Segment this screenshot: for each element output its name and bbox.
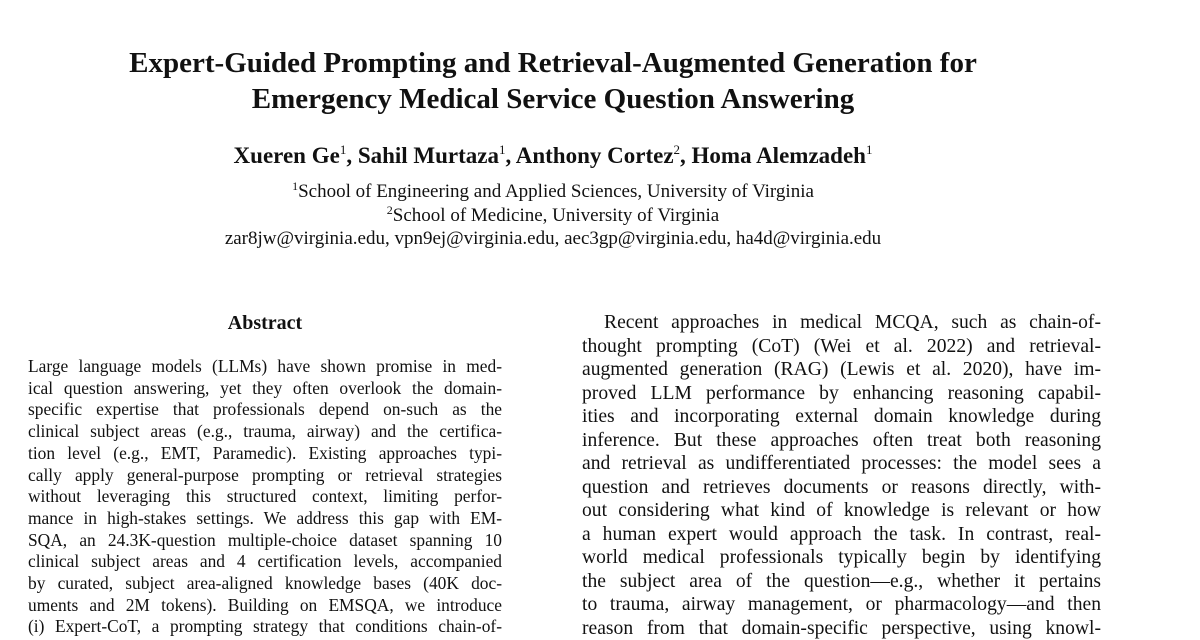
intro-line: reason from that domain-specific perspective, using knowl-: [582, 617, 1101, 640]
author-separator: ,: [346, 143, 358, 168]
title-line-2: Emergency Medical Service Question Answering: [0, 81, 1106, 117]
abstract-line: tion level (e.g., EMT, Paramedic). Existing approaches typi-: [28, 443, 502, 465]
intro-line: thought prompting (CoT) (Wei et al. 2022) and retrieval-: [582, 335, 1101, 359]
author-affiliation-mark: 2: [674, 142, 681, 157]
abstract-line: Large language models (LLMs) have shown promise in med-: [28, 356, 502, 378]
abstract-line: (i) Expert-CoT, a prompting strategy that conditions chain-of-: [28, 616, 502, 638]
intro-line: inference. But these approaches often treat both reasoning: [582, 429, 1101, 453]
intro-line: out considering what kind of knowledge is relevant or how: [582, 499, 1101, 523]
abstract-heading: Abstract: [28, 311, 502, 335]
author-name: Anthony Cortez: [516, 143, 674, 168]
author-affiliation-mark: 1: [866, 142, 873, 157]
abstract-line: by curated, subject area-aligned knowledge bases (40K doc-: [28, 573, 502, 595]
affiliation-text: School of Engineering and Applied Sciences, University of Virginia: [298, 181, 814, 202]
abstract-line: clinical subject areas (e.g., trauma, airway) and the certifica-: [28, 421, 502, 443]
paper-title: [0, 45, 1106, 117]
abstract-line: SQA, an 24.3K-question multiple-choice dataset spanning 10: [28, 530, 502, 552]
author-name: Homa Alemzadeh: [692, 143, 866, 168]
author-separator: ,: [680, 143, 692, 168]
intro-line: Recent approaches in medical MCQA, such as chain-of-: [582, 311, 1101, 335]
intro-line: the subject area of the question—e.g., whether it pertains: [582, 570, 1101, 594]
affiliations: [0, 180, 1106, 251]
affiliation-line: [0, 180, 1106, 204]
title-line-1: Expert-Guided Prompting and Retrieval-Augmented Generation for: [0, 45, 1106, 81]
intro-line: a human expert would approach the task. In contrast, real-: [582, 523, 1101, 547]
intro-line: ities and incorporating external domain knowledge during: [582, 405, 1101, 429]
intro-line: augmented generation (RAG) (Lewis et al. 2020), have im-: [582, 358, 1101, 382]
intro-line: question and retrieves documents or reasons directly, with-: [582, 476, 1101, 500]
author-name: Xueren Ge: [234, 143, 340, 168]
intro-line: world medical professionals typically begin by identifying: [582, 546, 1101, 570]
abstract-line: ical question answering, yet they often overlook the domain-: [28, 378, 502, 400]
intro-line: and retrieval as undifferentiated processes: the model sees a: [582, 452, 1101, 476]
author-separator: ,: [506, 143, 516, 168]
author-list: [0, 141, 1106, 171]
introduction-paragraph: [582, 311, 1101, 640]
author-affiliation-mark: 1: [340, 142, 347, 157]
author-emails: zar8jw@virginia.edu, vpn9ej@virginia.edu, aec3gp@virginia.edu, ha4d@virginia.edu: [0, 227, 1106, 251]
affiliation-text: School of Medicine, University of Virginia: [393, 205, 719, 226]
abstract-body: [28, 356, 502, 638]
author-name: Sahil Murtaza: [358, 143, 499, 168]
abstract-line: specific expertise that professionals depend on-such as the: [28, 399, 502, 421]
abstract-line: uments and 2M tokens). Building on EMSQA, we introduce: [28, 595, 502, 617]
abstract-line: without leveraging this structured context, limiting perfor-: [28, 486, 502, 508]
intro-line: to trauma, airway management, or pharmacology—and then: [582, 593, 1101, 617]
abstract-line: clinical subject areas and 4 certification levels, accompanied: [28, 551, 502, 573]
abstract-line: mance in high-stakes settings. We address this gap with EM-: [28, 508, 502, 530]
abstract-line: cally apply general-purpose prompting or retrieval strategies: [28, 465, 502, 487]
affiliation-line: [0, 204, 1106, 228]
affiliation-number: 1: [292, 179, 298, 193]
intro-line: proved LLM performance by enhancing reasoning capabil-: [582, 382, 1101, 406]
affiliation-number: 2: [387, 203, 393, 217]
author-affiliation-mark: 1: [499, 142, 506, 157]
